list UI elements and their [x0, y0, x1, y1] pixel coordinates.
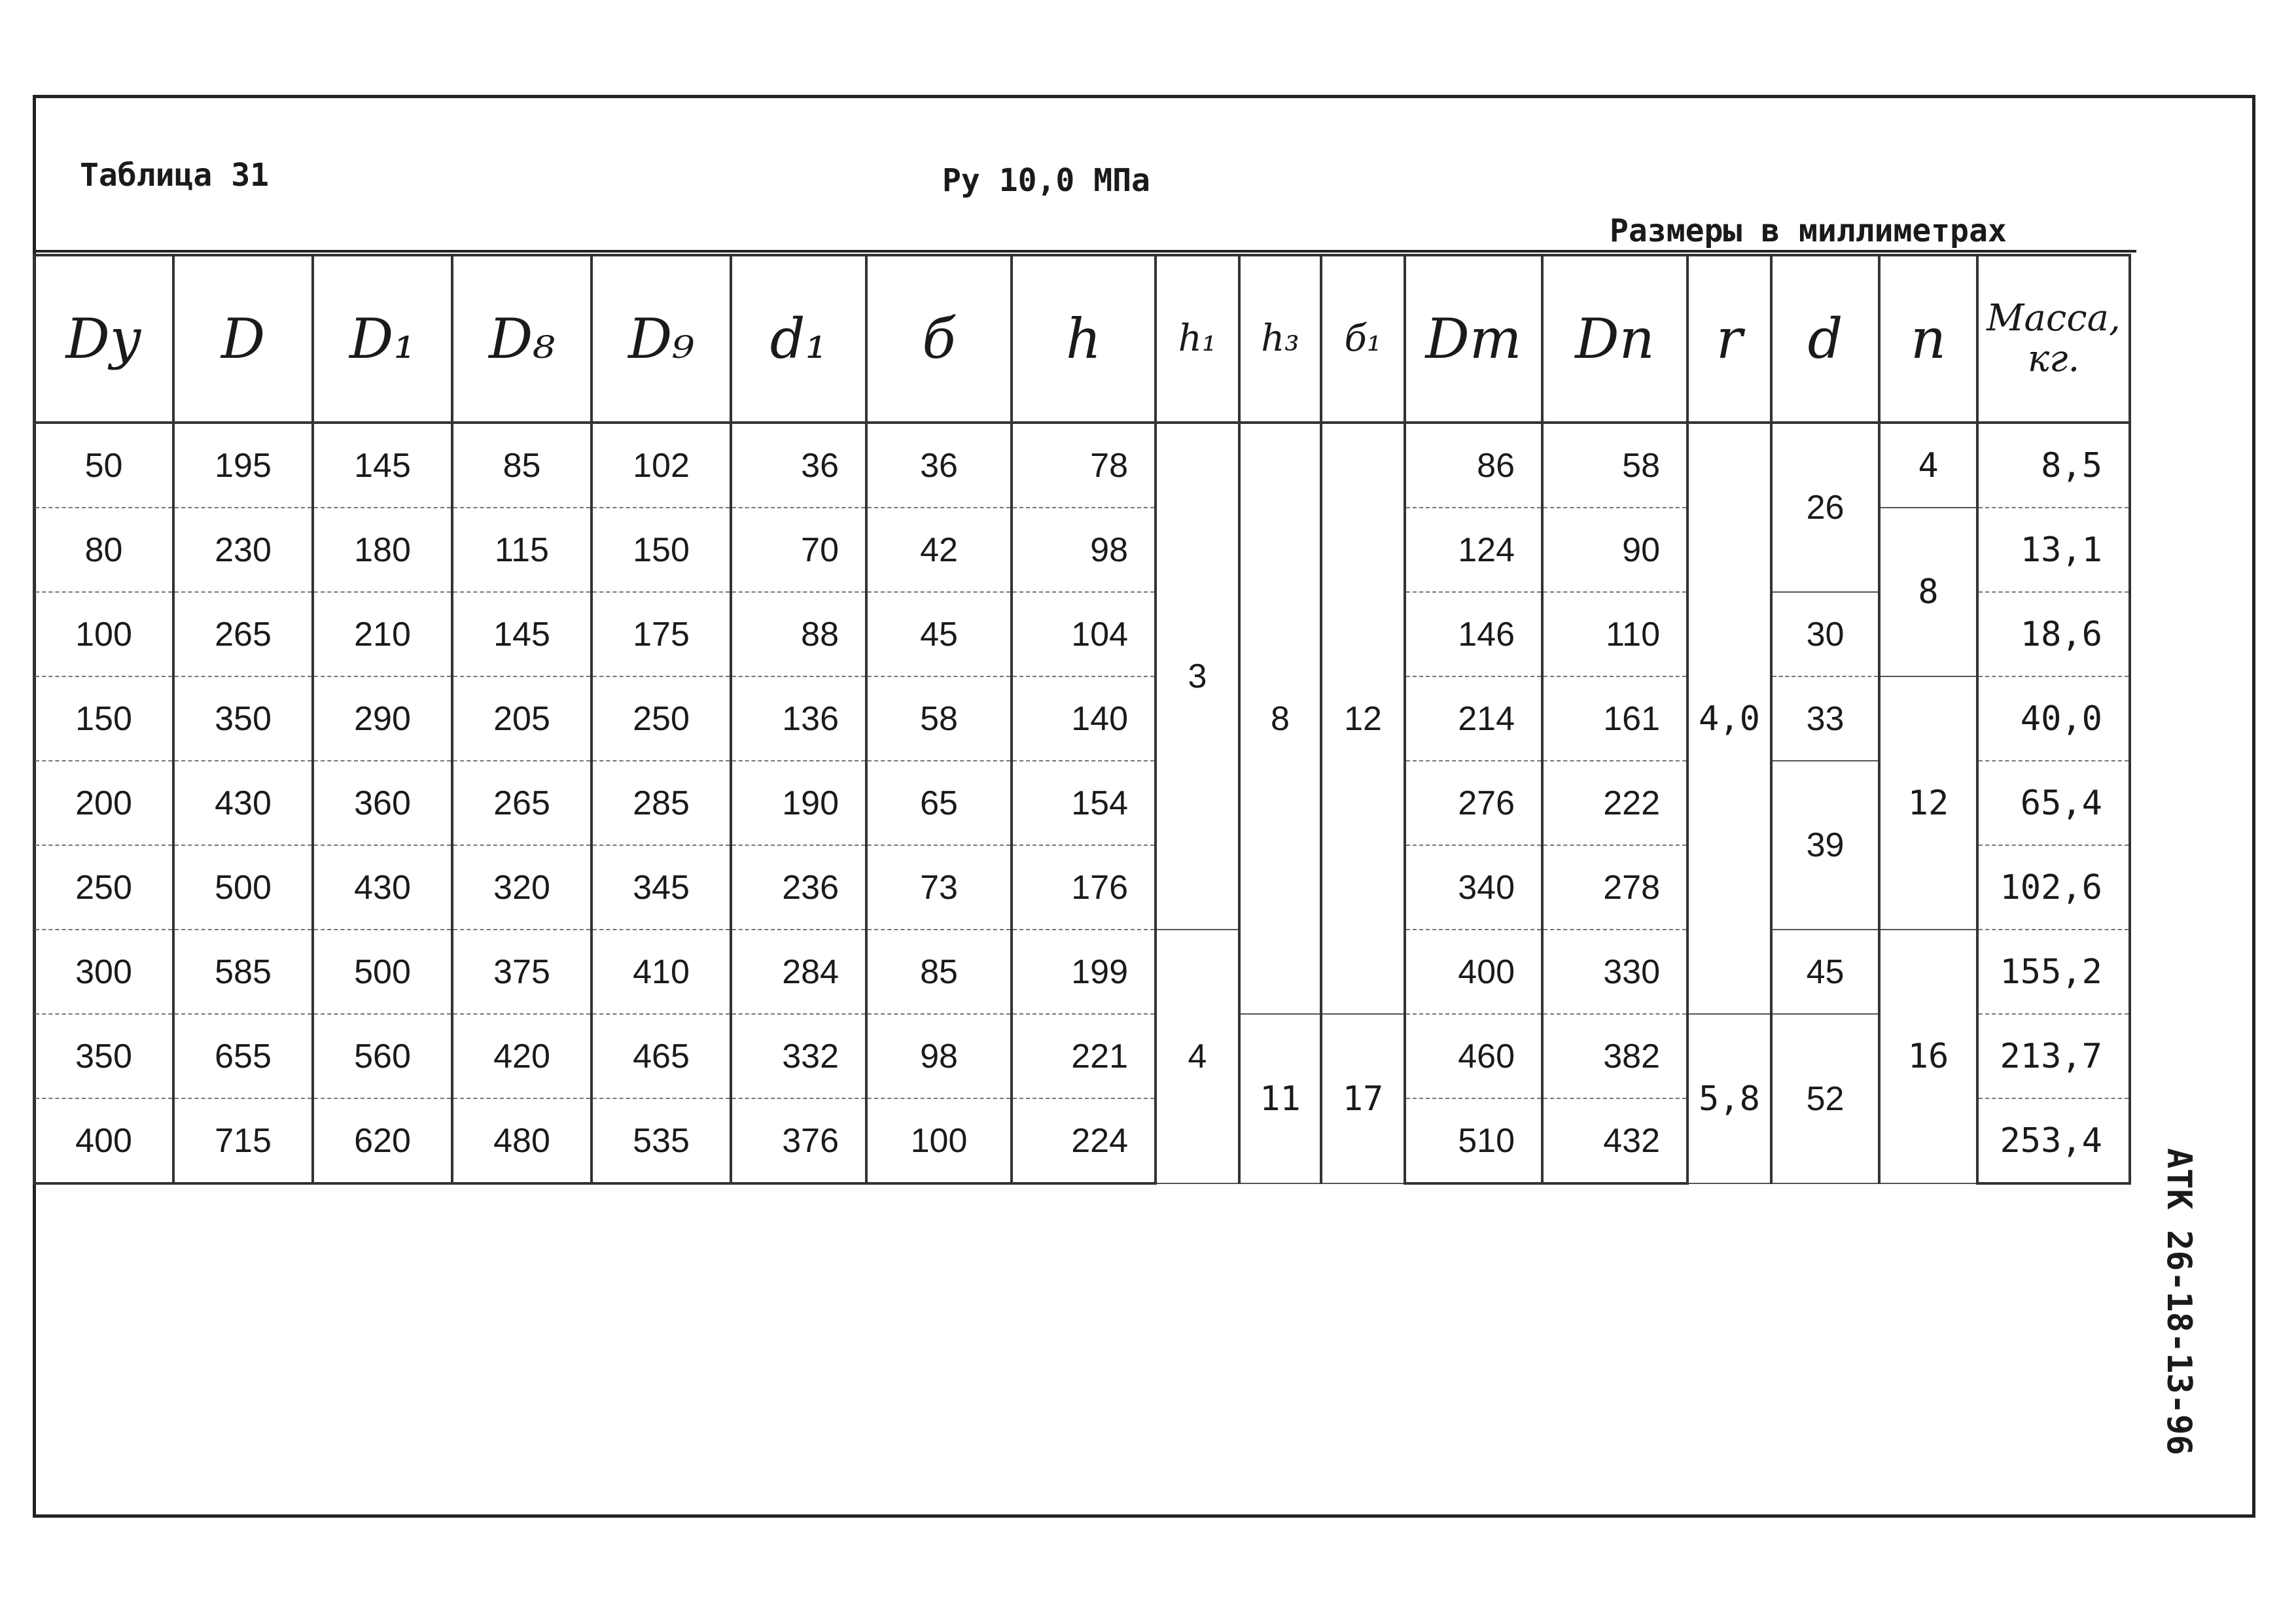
cell-dn: 58	[1542, 423, 1687, 508]
cell-d-hole: 33	[1771, 676, 1879, 761]
cell-b: 100	[866, 1098, 1012, 1183]
cell-h1-group: 4	[1156, 930, 1239, 1183]
cell-b: 42	[866, 508, 1012, 592]
cell-d: 430	[173, 761, 313, 845]
header-n: n	[1879, 255, 1977, 423]
cell-n-group: 12	[1879, 676, 1977, 930]
cell-b: 65	[866, 761, 1012, 845]
dimensions-table	[33, 254, 2131, 1185]
cell-d8: 375	[452, 930, 592, 1014]
cell-dy: 350	[34, 1014, 173, 1098]
header-mass-line2: кг.	[2027, 338, 2080, 380]
cell-d1-small: 36	[731, 423, 866, 508]
cell-mass: 18,6	[1977, 592, 2130, 676]
cell-dm: 340	[1405, 845, 1542, 930]
cell-d8: 145	[452, 592, 592, 676]
table-title: Таблица 31	[80, 157, 269, 194]
cell-d: 655	[173, 1014, 313, 1098]
cell-dy: 200	[34, 761, 173, 845]
cell-d: 715	[173, 1098, 313, 1183]
table-row	[34, 930, 2130, 1014]
cell-b1-group: 12	[1321, 423, 1405, 1014]
cell-d1: 430	[313, 845, 452, 930]
cell-mass: 213,7	[1977, 1014, 2130, 1098]
cell-d: 265	[173, 592, 313, 676]
cell-dn: 222	[1542, 761, 1687, 845]
cell-dn: 382	[1542, 1014, 1687, 1098]
cell-mass: 8,5	[1977, 423, 2130, 508]
cell-dm: 460	[1405, 1014, 1542, 1098]
cell-b: 85	[866, 930, 1012, 1014]
cell-d-hole-group: 52	[1771, 1014, 1879, 1183]
cell-b: 73	[866, 845, 1012, 930]
cell-h: 140	[1012, 676, 1156, 761]
cell-d: 195	[173, 423, 313, 508]
cell-d9: 345	[592, 845, 731, 930]
cell-h: 104	[1012, 592, 1156, 676]
cell-d1: 180	[313, 508, 452, 592]
header-b1: б₁	[1321, 255, 1405, 423]
cell-dm: 400	[1405, 930, 1542, 1014]
cell-dm: 276	[1405, 761, 1542, 845]
cell-d8: 85	[452, 423, 592, 508]
cell-h3-group: 11	[1239, 1014, 1321, 1183]
cell-mass: 253,4	[1977, 1098, 2130, 1183]
table-row	[34, 676, 2130, 761]
cell-dy: 50	[34, 423, 173, 508]
cell-d8: 420	[452, 1014, 592, 1098]
cell-dn: 90	[1542, 508, 1687, 592]
cell-d: 585	[173, 930, 313, 1014]
cell-d9: 410	[592, 930, 731, 1014]
units-note: Размеры в миллиметрах	[1610, 213, 2007, 249]
cell-d8: 480	[452, 1098, 592, 1183]
cell-b: 58	[866, 676, 1012, 761]
cell-dn: 110	[1542, 592, 1687, 676]
cell-dm: 124	[1405, 508, 1542, 592]
table-row	[34, 423, 2130, 508]
header-dn: Dn	[1542, 255, 1687, 423]
cell-dm: 214	[1405, 676, 1542, 761]
cell-dy: 400	[34, 1098, 173, 1183]
cell-h3-group: 8	[1239, 423, 1321, 1014]
cell-d1-small: 332	[731, 1014, 866, 1098]
cell-h: 176	[1012, 845, 1156, 930]
header-dy: Dу	[34, 255, 173, 423]
cell-dn: 161	[1542, 676, 1687, 761]
cell-dy: 100	[34, 592, 173, 676]
cell-d9: 175	[592, 592, 731, 676]
cell-d1-small: 136	[731, 676, 866, 761]
document-code: АТК 26-18-13-96	[2159, 1148, 2199, 1456]
cell-d-hole-group: 39	[1771, 761, 1879, 930]
cell-d1-small: 236	[731, 845, 866, 930]
cell-h: 221	[1012, 1014, 1156, 1098]
cell-h: 98	[1012, 508, 1156, 592]
header-dm: Dm	[1405, 255, 1542, 423]
cell-d1: 145	[313, 423, 452, 508]
cell-h1-group: 3	[1156, 423, 1239, 930]
cell-mass: 155,2	[1977, 930, 2130, 1014]
header-d9: D₉	[592, 255, 731, 423]
cell-d1-small: 88	[731, 592, 866, 676]
table-row	[34, 592, 2130, 676]
header-mass-line1: Масса,	[1987, 297, 2121, 340]
cell-d1: 210	[313, 592, 452, 676]
cell-d1: 620	[313, 1098, 452, 1183]
cell-d8: 320	[452, 845, 592, 930]
cell-d1-small: 70	[731, 508, 866, 592]
cell-mass: 40,0	[1977, 676, 2130, 761]
cell-n: 4	[1879, 423, 1977, 508]
table-row	[34, 761, 2130, 845]
cell-d8: 265	[452, 761, 592, 845]
header-h: h	[1012, 255, 1156, 423]
cell-d1-small: 284	[731, 930, 866, 1014]
cell-h: 224	[1012, 1098, 1156, 1183]
cell-d8: 205	[452, 676, 592, 761]
cell-d: 350	[173, 676, 313, 761]
header-d1-small: d₁	[731, 255, 866, 423]
cell-b: 98	[866, 1014, 1012, 1098]
header-mass	[1977, 255, 2130, 423]
table-row	[34, 1014, 2130, 1098]
cell-d9: 102	[592, 423, 731, 508]
cell-d1: 290	[313, 676, 452, 761]
cell-dn: 278	[1542, 845, 1687, 930]
cell-d9: 535	[592, 1098, 731, 1183]
cell-dm: 146	[1405, 592, 1542, 676]
cell-d1: 360	[313, 761, 452, 845]
header-h1: h₁	[1156, 255, 1239, 423]
cell-d9: 250	[592, 676, 731, 761]
cell-mass: 102,6	[1977, 845, 2130, 930]
cell-dy: 150	[34, 676, 173, 761]
cell-dy: 250	[34, 845, 173, 930]
cell-d-hole: 30	[1771, 592, 1879, 676]
header-r: r	[1687, 255, 1771, 423]
cell-h: 78	[1012, 423, 1156, 508]
cell-dn: 432	[1542, 1098, 1687, 1183]
cell-d1: 500	[313, 930, 452, 1014]
cell-dm: 510	[1405, 1098, 1542, 1183]
cell-d1-small: 376	[731, 1098, 866, 1183]
header-d: D	[173, 255, 313, 423]
cell-mass: 13,1	[1977, 508, 2130, 592]
cell-d9: 285	[592, 761, 731, 845]
cell-d9: 465	[592, 1014, 731, 1098]
cell-d9: 150	[592, 508, 731, 592]
cell-n-group: 16	[1879, 930, 1977, 1183]
cell-r-group: 5,8	[1687, 1014, 1771, 1183]
cell-h: 154	[1012, 761, 1156, 845]
header-b: б	[866, 255, 1012, 423]
cell-dy: 80	[34, 508, 173, 592]
cell-n-group: 8	[1879, 508, 1977, 676]
cell-d-hole-group: 26	[1771, 423, 1879, 592]
pressure-rating: Ру 10,0 МПа	[942, 162, 1150, 199]
header-d-hole: d	[1771, 255, 1879, 423]
cell-b: 45	[866, 592, 1012, 676]
header-d1: D₁	[313, 255, 452, 423]
cell-d1: 560	[313, 1014, 452, 1098]
cell-h: 199	[1012, 930, 1156, 1014]
cell-dy: 300	[34, 930, 173, 1014]
cell-d-hole: 45	[1771, 930, 1879, 1014]
header-d8: D₈	[452, 255, 592, 423]
header-rule	[33, 250, 2136, 253]
header-h3: h₃	[1239, 255, 1321, 423]
cell-b: 36	[866, 423, 1012, 508]
cell-d8: 115	[452, 508, 592, 592]
cell-b1-group: 17	[1321, 1014, 1405, 1183]
cell-d: 500	[173, 845, 313, 930]
cell-d: 230	[173, 508, 313, 592]
cell-d1-small: 190	[731, 761, 866, 845]
cell-mass: 65,4	[1977, 761, 2130, 845]
cell-r-group: 4,0	[1687, 423, 1771, 1014]
cell-dn: 330	[1542, 930, 1687, 1014]
cell-dm: 86	[1405, 423, 1542, 508]
